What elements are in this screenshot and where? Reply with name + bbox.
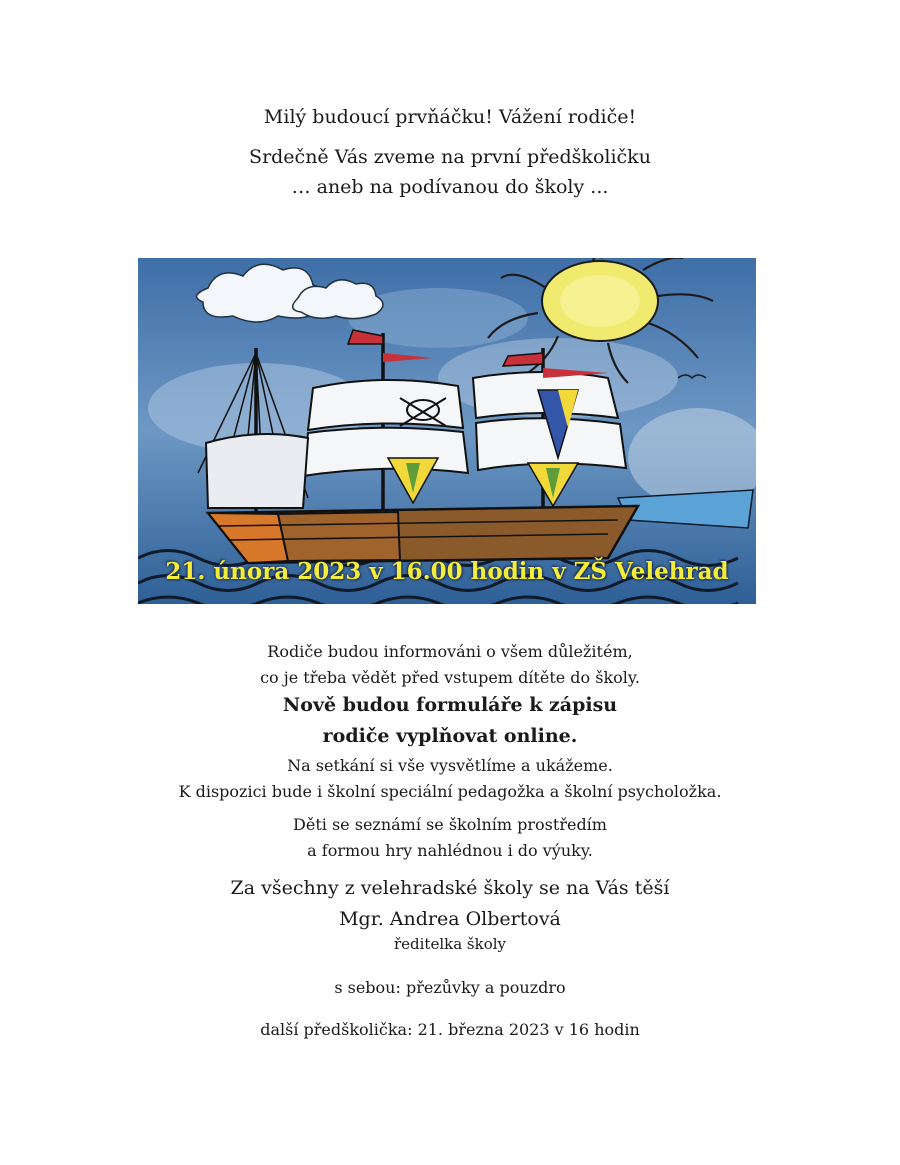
info-line-5: Děti se seznámí se školním prostředím bbox=[293, 815, 607, 834]
info-line-2: co je třeba vědět před vstupem dítěte do školy. bbox=[260, 668, 640, 687]
invite-line-1: Srdečně Vás zveme na první předškoličku bbox=[249, 146, 651, 168]
signature-role: ředitelka školy bbox=[393, 935, 507, 953]
ship-hull bbox=[208, 506, 638, 563]
signature-name: Mgr. Andrea Olbertová bbox=[339, 908, 561, 930]
info-line-1: Rodiče budou informováni o všem důležitém, bbox=[267, 642, 633, 661]
info-line-4: K dispozici bude i školní speciální pedagožka a školní psycholožka. bbox=[178, 782, 722, 801]
greeting: Milý budoucí prvňáčku! Vážení rodiče! bbox=[263, 106, 637, 128]
highlight-line-2: rodiče vyplňovat online. bbox=[322, 725, 578, 747]
signature-intro: Za všechny z velehradské školy se na Vás těší bbox=[230, 877, 670, 899]
info-line-6: a formou hry nahlédnou i do výuky. bbox=[307, 841, 593, 860]
bring-items: s sebou: přezůvky a pouzdro bbox=[334, 978, 566, 997]
invite-line-2: … aneb na podívanou do školy ... bbox=[291, 176, 609, 198]
info-line-3: Na setkání si vše vysvětlíme a ukážeme. bbox=[287, 756, 613, 775]
next-session: další předškolička: 21. března 2023 v 16 hodin bbox=[260, 1020, 640, 1039]
highlight-line-1: Nově budou formuláře k zápisu bbox=[282, 694, 618, 716]
event-date-banner: 21. února 2023 v 16.00 hodin v ZŠ Velehrad bbox=[165, 558, 729, 585]
ship-painting bbox=[138, 258, 756, 604]
